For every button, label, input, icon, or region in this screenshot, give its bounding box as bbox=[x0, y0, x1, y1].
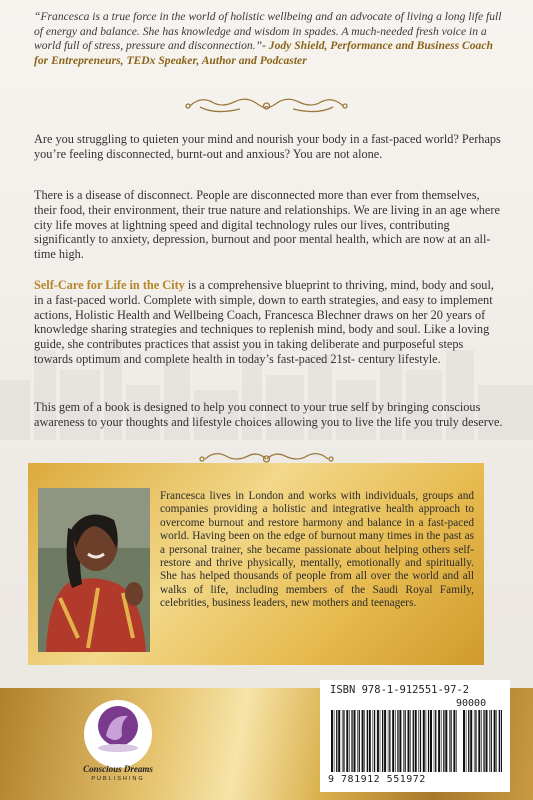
quote-author: Jody Shield, Performance and Business Coach for Entrepreneurs, TEDx Speaker, Author and Podcaster bbox=[34, 39, 493, 67]
paragraph-closing: This gem of a book is designed to help you connect to your true self by bringing conscious awareness to your thoughts and lifestyle choices allowing you to live the life you truly deserve. bbox=[34, 400, 503, 429]
ornament-divider-top bbox=[0, 93, 533, 119]
author-bio-text: Francesca lives in London and works with individuals, groups and companies providing a holistic and integrative health approach to overcome burnout and restore harmony and balance in a fast-paced world. Having been on the edge of burnout many times in the past as a personal trainer, she became passionate about helping others self-restore and thrive physically, mentally, emotionally and spiritually. She has helped thousands of people from all over the world and all walks of life, including members of the Saudi Royal Family, celebrities, business leaders, new mothers and teenagers. bbox=[160, 490, 474, 610]
paragraph-book-description-text: is a comprehensive blueprint to thriving, mind, body and soul, in a fast-paced world. Complete with simple, down to earth strategies, and easy to implement actions, Holistic Health and Wellbeing Coach, Francesca Blechner draws on her 20 years of knowledge sharing strategies and techniques to replenish mind, body and soul. Like a loving guide, she contributes practices that assist you in taking deliberate and purposeful steps towards optimum and complete health in today’s fast-paced 21st- century lifestyle. bbox=[34, 278, 494, 366]
paragraph-book-description bbox=[34, 278, 504, 367]
quote-text: “Francesca is a true force in the world of holistic wellbeing and an advocate of living a long life full of energy and balance. She has knowledge and wisdom in spades. A much-needed fresh voice in a world full of stress, pressure and disconnection.”- bbox=[34, 10, 502, 52]
author-photo bbox=[38, 488, 150, 652]
publisher-name: Conscious Dreams bbox=[83, 764, 153, 774]
isbn-text: ISBN 978-1-912551-97-2 bbox=[330, 684, 470, 696]
barcode-addon-bars bbox=[462, 710, 502, 772]
barcode-number: 9 781912 551972 bbox=[328, 774, 426, 785]
book-title: Self-Care for Life in the City bbox=[34, 278, 185, 292]
paragraph-disconnect: There is a disease of disconnect. People are disconnected more than ever from themselves, their food, their environment, their true nature and relationships. We are living in an age where city life moves at lightning speed and digital technology rules our lives, contributing significantly to anxiety, depression, burnout and poor mental health, which are now at an all-time high. bbox=[34, 188, 500, 262]
publisher-subtitle: PUBLISHING bbox=[91, 776, 145, 782]
paragraph-intro: Are you struggling to quieten your mind and nourish your body in a fast-paced world? Perhaps you’re feeling disconnected, burnt-out and anxious? You are not alone. bbox=[34, 132, 501, 161]
author-photo-illustration bbox=[38, 488, 150, 652]
endorsement-quote bbox=[34, 10, 502, 68]
barcode-bars bbox=[330, 710, 458, 772]
price-code: 90000 bbox=[456, 698, 487, 709]
